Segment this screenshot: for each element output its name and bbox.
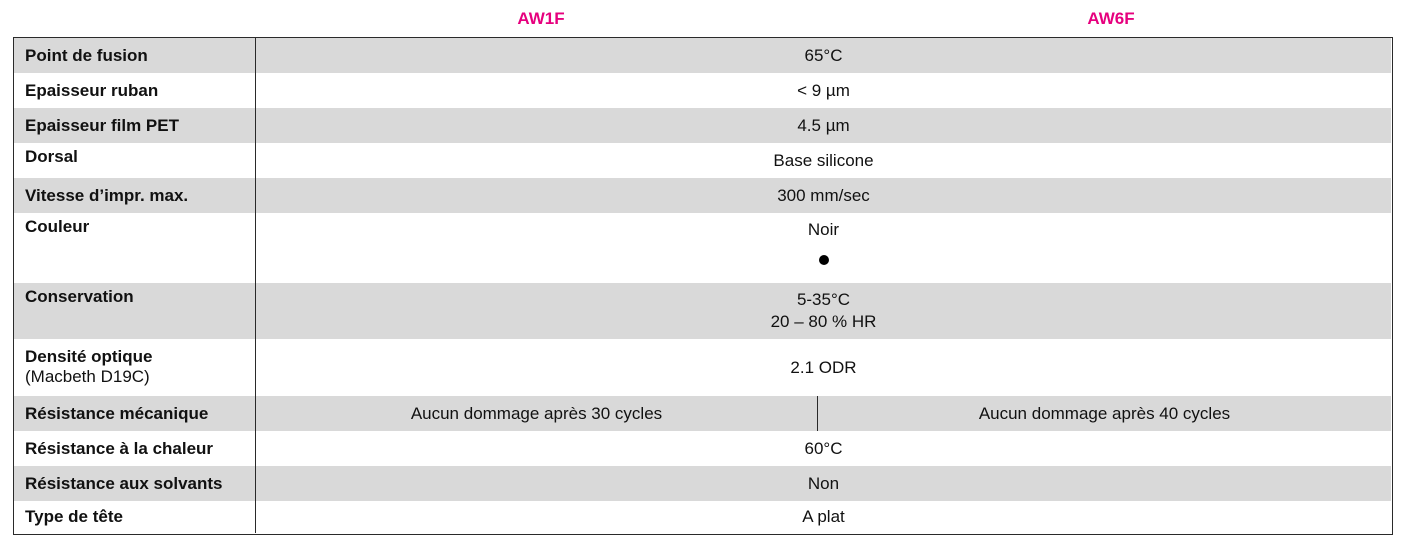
- row-label: Résistance à la chaleur: [25, 438, 214, 458]
- table-row: [14, 339, 1391, 396]
- table-row: [14, 178, 1391, 213]
- row-value: 65°C: [804, 45, 843, 65]
- row-value: 4.5 µm: [797, 115, 850, 135]
- table-row: [14, 213, 1391, 283]
- column-header-aw1f: AW1F: [517, 9, 565, 28]
- table-row: [14, 466, 1391, 501]
- column-header-aw6f: AW6F: [1087, 9, 1135, 28]
- row-label-main: Densité optique: [25, 347, 153, 366]
- table-row: [14, 108, 1391, 143]
- value-line-1: 5-35°C: [796, 290, 851, 309]
- row-value: A plat: [802, 507, 845, 526]
- table-row: [14, 431, 1391, 466]
- row-label: Couleur: [25, 217, 90, 236]
- row-label: Résistance mécanique: [25, 403, 209, 423]
- table-row: [14, 73, 1391, 108]
- spec-table: [13, 37, 1393, 535]
- row-label: Type de tête: [25, 507, 123, 526]
- row-value: 60°C: [804, 438, 843, 458]
- row-value: Base silicone: [773, 150, 874, 170]
- table-row: [14, 143, 1391, 178]
- table-row: [14, 501, 1391, 533]
- color-value: Noir: [807, 220, 840, 239]
- table-row: [14, 283, 1391, 339]
- row-value: [256, 213, 1391, 283]
- row-value: [256, 283, 1391, 339]
- row-value: 2.1 ODR: [790, 357, 857, 377]
- row-label: Epaisseur ruban: [25, 80, 159, 100]
- row-label: Epaisseur film PET: [25, 115, 179, 135]
- row-value: Non: [807, 473, 840, 493]
- row-value: < 9 µm: [797, 80, 850, 100]
- color-swatch-icon: [819, 255, 829, 265]
- column-headers: [0, 8, 1408, 30]
- value-line-2: 20 – 80 % HR: [770, 312, 877, 331]
- row-label: Vitesse d’impr. max.: [25, 185, 189, 205]
- row-label: [14, 339, 255, 396]
- table-row: [14, 396, 1391, 431]
- row-label: Résistance aux solvants: [25, 473, 223, 493]
- row-value-aw1f: Aucun dommage après 30 cycles: [410, 403, 663, 423]
- table-row: [14, 38, 1391, 73]
- row-label: Conservation: [25, 287, 134, 306]
- row-label: Point de fusion: [25, 45, 148, 65]
- row-label-sub: (Macbeth D19C): [25, 367, 150, 386]
- row-label: Dorsal: [25, 147, 78, 166]
- row-value: 300 mm/sec: [777, 185, 870, 205]
- row-value-aw6f: Aucun dommage après 40 cycles: [978, 403, 1231, 423]
